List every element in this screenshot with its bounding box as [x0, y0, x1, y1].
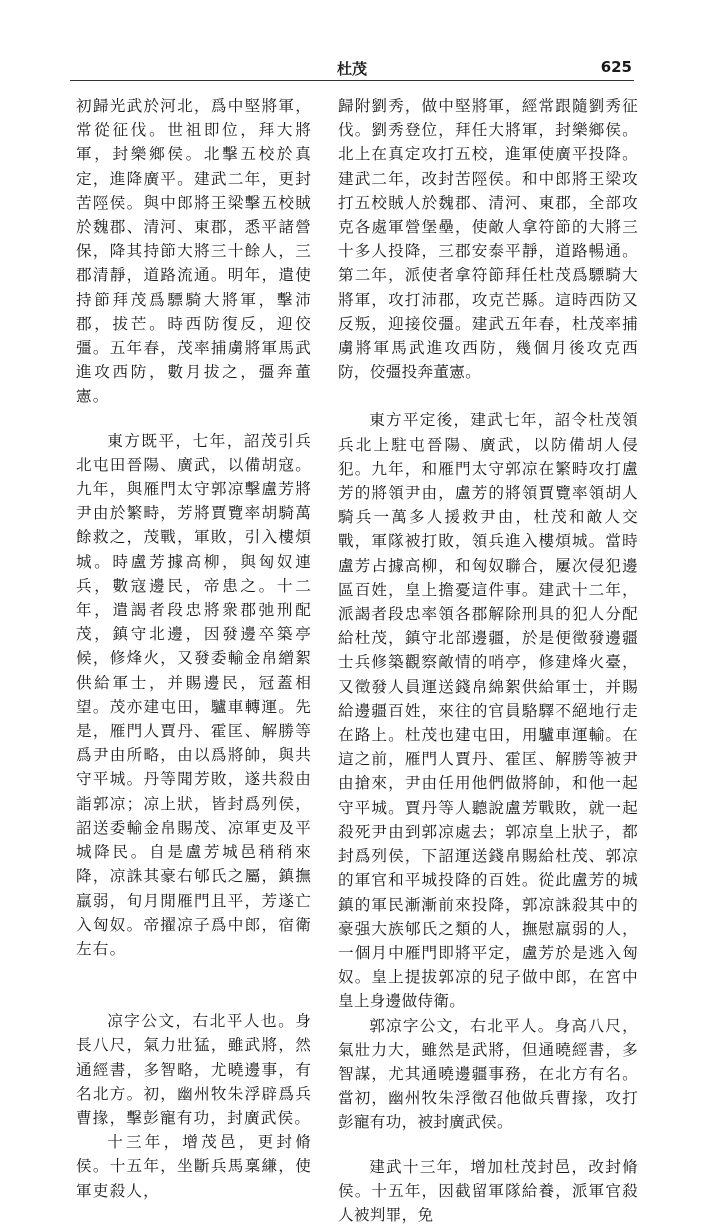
- header-title: 杜茂: [336, 60, 367, 78]
- classical-paragraph-2: 東方既平，七年，詔茂引兵北屯田晉陽、廣武，以備胡寇。九年，與雁門太守郭凉擊盧芳將尹由於繁畤，芳將賈覽率胡騎萬餘救之，茂戰，軍敗，引入樓煩城。時盧芳據高柳，與匈奴連兵，數寇邊民，帝患之。十二年，遣謁者段忠將衆郡弛刑配茂，鎮守北邊，因發邊卒築亭候，修烽火，又發委輸金帛繒絮供給軍士，并賜邊民，冠蓋相望。茂亦建屯田，驢車轉運。先是，雁門人賈丹、霍匡、解勝等爲尹由所略，由以爲將帥，與共守平城。丹等聞芳敗，遂共殺由詣郭凉；凉上狀，皆封爲列侯，詔送委輸金帛賜茂、凉軍吏及平城降民。自是盧芳城邑稍稍來降，凉誅其豪右郇氏之屬，鎮撫羸弱，旬月閒雁門且平，芳遂亡入匈奴。帝擢凉子爲中郎，宿衛左右。: [76, 431, 312, 958]
- classical-paragraph-1: 初歸光武於河北，爲中堅將軍，常從征伐。世祖即位，拜大將軍，封樂鄉侯。北擊五校於真定，進降廣平。建武二年，更封苦陘侯。與中郎將王梁擊五校賊於魏郡、清河、東郡，悉平諸營保，降其持節大將三十餘人，三郡清靜，道路流通。明年，遣使持節拜茂爲驃騎大將軍，擊沛郡，拔芒。時西防復反，迎佼彊。五年春，茂率捕虜將軍馬武進攻西防，數月拔之，彊奔董憲。: [76, 97, 312, 406]
- translation-paragraph-4: 建武十三年，增加杜茂封邑，改封脩侯。十五年，因截留軍隊給養，派軍官殺人被判罪，免: [338, 1157, 638, 1224]
- translation-text-column: [338, 94, 638, 1227]
- page-number: 625: [600, 58, 632, 76]
- translation-paragraph-1: 歸附劉秀，做中堅將軍，經常跟隨劉秀征伐。劉秀登位，拜任大將軍，封樂鄉侯。北上在真定攻打五校，進軍使廣平投降。建武二年，改封苦陘侯。和中郎將王梁攻打五校賊人於魏郡、清河、東郡，全部攻克各處軍營堡壘，使敵人拿符節的大將三十多人投降，三郡安泰平靜，道路暢通。第二年，派使者拿符節拜任杜茂爲驃騎大將軍，攻打沛郡，攻克芒縣。這時西防又反叛，迎接佼彊。建武五年春，杜茂率捕虜將軍馬武進攻西防，幾個月後攻克西防，佼彊投奔董憲。: [338, 97, 638, 382]
- translation-paragraph-3: 郭凉字公文，右北平人。身高八尺，氣壯力大，雖然是武將，但通曉經書，多智謀，尤其通曉邊疆事務，在北方有名。當初，幽州牧朱浮徵召他做兵曹掾，攻打彭寵有功，被封廣武侯。: [338, 1016, 638, 1132]
- translation-paragraph-2: 東方平定後，建武七年，詔令杜茂領兵北上駐屯晉陽、廣武，以防備胡人侵犯。九年，和雁門太守郭凉在繁畤攻打盧芳的將領尹由，盧芳的將領賈覽率領胡人騎兵一萬多人援救尹由，杜茂和敵人交戰，軍隊被打敗，領兵進入樓煩城。當時盧芳占據高柳，和匈奴聯合，屢次侵犯邊區百姓，皇上擔憂這件事。建武十二年，派謁者段忠率領各郡解除刑具的犯人分配給杜茂，鎮守北部邊疆，於是便徵發邊疆士兵修築觀察敵情的哨亭，修建烽火臺，又徵發人員運送錢帛綿絮供給軍士，并賜給邊疆百姓，來往的官員駱驛不絕地行走在路上。杜茂也建屯田，用驢車運輸。在這之前，雁門人賈丹、霍匡、解勝等被尹由搶來，尹由任用他們做將帥，和他一起守平城。賈丹等人聽說盧芳戰敗，就一起殺死尹由到郭凉處去；郭凉皇上狀子，都封爲列侯，下詔運送錢帛賜給杜茂、郭凉的軍官和平城投降的百姓。從此盧芳的城鎮的軍民漸漸前來投降，郭凉誅殺其中的豪强大族郇氏之類的人，撫慰羸弱的人，一個月中雁門即將平定，盧芳於是逃入匈奴。皇上提拔郭凉的兒子做中郎，在宮中皇上身邊做侍衛。: [338, 411, 638, 1011]
- classical-text-column: [76, 94, 312, 1203]
- classical-paragraph-4: 十三年，增茂邑，更封脩侯。十五年，坐斷兵馬稟縑，使軍吏殺人，: [76, 1133, 312, 1200]
- classical-paragraph-3: 凉字公文，右北平人也。身長八尺，氣力壯猛，雖武將，然通經書，多智略，尤曉邊事，有名北方。初，幽州牧朱浮辟爲兵曹掾，擊彭寵有功，封廣武侯。: [76, 1012, 312, 1127]
- running-header: [70, 56, 634, 81]
